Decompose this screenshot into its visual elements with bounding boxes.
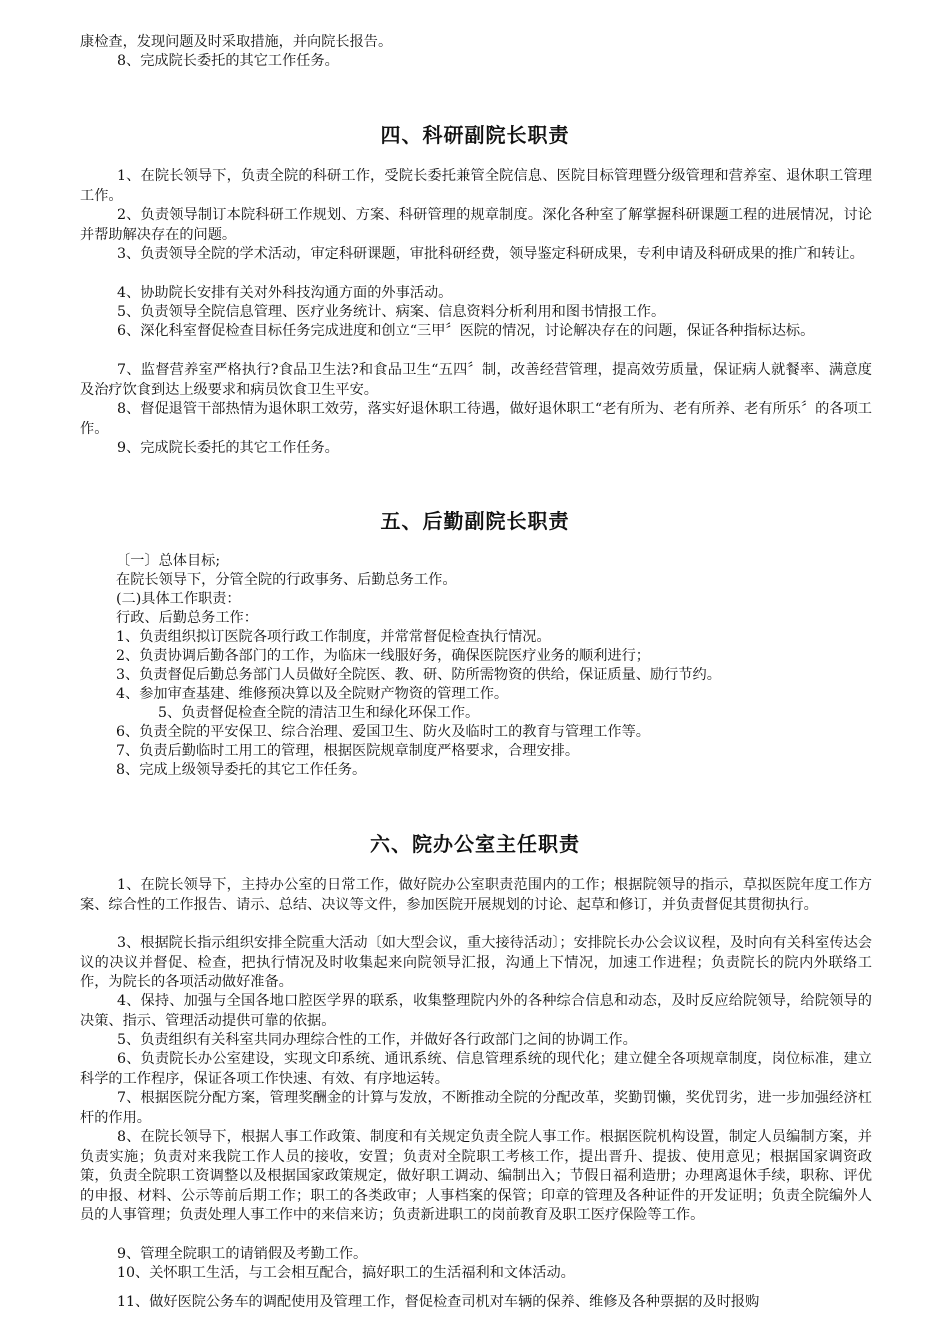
paragraph: 3、负责督促后勤总务部门人员做好全院医、教、研、防所需物资的供给，保证质量、励行节约。 <box>116 667 721 683</box>
section-title: 四、科研副院长职责 <box>380 123 570 147</box>
paragraph: 6、负责全院的平安保卫、综合治理、爱国卫生、防火及临时工的教育与管理工作等。 <box>116 724 650 740</box>
paragraph: 7、监督营养室严格执行?食品卫生法?和食品卫生“五四〞制，改善经营管理，提高效劳质量，保证病人就餐率、满意度及治疗饮食到达上级要求和病员饮食卫生平安。 <box>80 362 872 398</box>
paragraph: 4、协助院长安排有关对外科技沟通方面的外事活动。 <box>117 285 453 301</box>
paragraph: 8、在院长领导下，根据人事工作政策、制度和有关规定负责全院人事工作。根据医院机构设置，制定人员编制方案，并负责实施；负责对来我院工作人员的接收，安置；负责对全院职工考核工作，提出晋升、提拔、使用意见；根据国家调资政策，负责全院职工资调整以及根据国家政策规定，做好职工调动、编制出入；节假日福利造册；办理离退休手续，职称、评优的申报、材料、公示等前后期工作；职工的各类政审；人事档案的保管；印章的管理及各种证件的开发证明；负责全院编外人员的人事管理；负责处理人事工作中的来信来访；负责新进职工的岗前教育及职工医疗保险等工作。 <box>80 1129 872 1223</box>
paragraph: 1、在院长领导下，主持办公室的日常工作，做好院办公室职责范围内的工作；根据院领导的指示，草拟医院年度工作方案、综合性的工作报告、请示、总结、决议等文件，参加医院开展规划的讨论、起草和修订，并负责督促其贯彻执行。 <box>80 877 872 913</box>
paragraph: 〔一〕总体目标; <box>116 553 221 569</box>
paragraph: 5、负责领导全院信息管理、医疗业务统计、病案、信息资料分析利用和图书情报工作。 <box>117 304 666 320</box>
paragraph: 6、负责院长办公室建设，实现文印系统、通讯系统、信息管理系统的现代化；建立健全各项规章制度，岗位标准，建立科学的工作程序，保证各项工作快速、有效、有序地运转。 <box>80 1051 872 1087</box>
paragraph: 11、做好医院公务车的调配使用及管理工作，督促检查司机对车辆的保养、维修及各种票据的及时报购 <box>117 1294 760 1310</box>
paragraph: 7、负责后勤临时工用工的管理，根据医院规章制度严格要求，合理安排。 <box>116 743 580 759</box>
paragraph: 4、保持、加强与全国各地口腔医学界的联系，收集整理院内外的各种综合信息和动态，及时反应给院领导，给院领导的决策、指示、管理活动提供可靠的依据。 <box>80 993 872 1029</box>
paragraph: 康检查，发现问题及时采取措施，并向院长报告。 <box>80 34 393 50</box>
paragraph: 8、督促退管干部热情为退休职工效劳，落实好退休职工待遇，做好退休职工“老有所为、老有所养、老有所乐〞的各项工作。 <box>80 401 872 437</box>
paragraph: 行政、后勤总务工作： <box>116 610 258 626</box>
section-title: 五、后勤副院长职责 <box>380 509 570 533</box>
paragraph: (二)具体工作职责： <box>116 591 241 607</box>
paragraph: 在院长领导下，分管全院的行政事务、后勤总务工作。 <box>116 572 457 588</box>
paragraph: 2、负责领导制订本院科研工作规划、方案、科研管理的规章制度。深化各种室了解掌握科研课题工程的进展情况，讨论并帮助解决存在的问题。 <box>80 207 872 243</box>
paragraph: 1、在院长领导下，负责全院的科研工作，受院长委托兼管全院信息、医院目标管理暨分级管理和营养室、退休职工管理工作。 <box>80 168 872 204</box>
paragraph: 8、完成上级领导委托的其它工作任务。 <box>116 762 367 778</box>
paragraph: 3、根据院长指示组织安排全院重大活动〔如大型会议，重大接待活动〕；安排院长办公会议议程，及时向有关科室传达会议的决议并督促、检查，把执行情况及时收集起来向院领导汇报，沟通上下情况，加速工作进程；负责院长的院内外联络工作，为院长的各项活动做好准备。 <box>80 935 872 990</box>
paragraph: 5、负责组织有关科室共同办理综合性的工作，并做好各行政部门之间的协调工作。 <box>117 1032 637 1048</box>
paragraph: 9、完成院长委托的其它工作任务。 <box>117 440 339 456</box>
paragraph: 8、完成院长委托的其它工作任务。 <box>117 53 339 69</box>
paragraph: 3、负责领导全院的学术活动，审定科研课题，审批科研经费，领导鉴定科研成果，专利申请及科研成果的推广和转让。 <box>117 246 864 262</box>
paragraph: 6、深化科室督促检查目标任务完成进度和创立“三甲〞医院的情况，讨论解决存在的问题，保证各种指标达标。 <box>117 323 815 339</box>
paragraph: 4、参加审查基建、维修预决算以及全院财产物资的管理工作。 <box>116 686 509 702</box>
paragraph: 10、关怀职工生活，与工会相互配合，搞好职工的生活福利和文体活动。 <box>117 1265 575 1281</box>
paragraph: 9、管理全院职工的请销假及考勤工作。 <box>117 1246 368 1262</box>
paragraph: 1、负责组织拟订医院各项行政工作制度，并常常督促检查执行情况。 <box>116 629 551 645</box>
section-title: 六、院办公室主任职责 <box>370 832 580 856</box>
paragraph: 2、负责协调后勤各部门的工作，为临床一线服好务，确保医院医疗业务的顺利进行； <box>116 648 650 664</box>
paragraph: 7、根据医院分配方案，管理奖酬金的计算与发放，不断推动全院的分配改革，奖勤罚懒，奖优罚劣，进一步加强经济杠杆的作用。 <box>80 1090 872 1126</box>
paragraph: 5、负责督促检查全院的清洁卫生和绿化环保工作。 <box>158 705 480 721</box>
